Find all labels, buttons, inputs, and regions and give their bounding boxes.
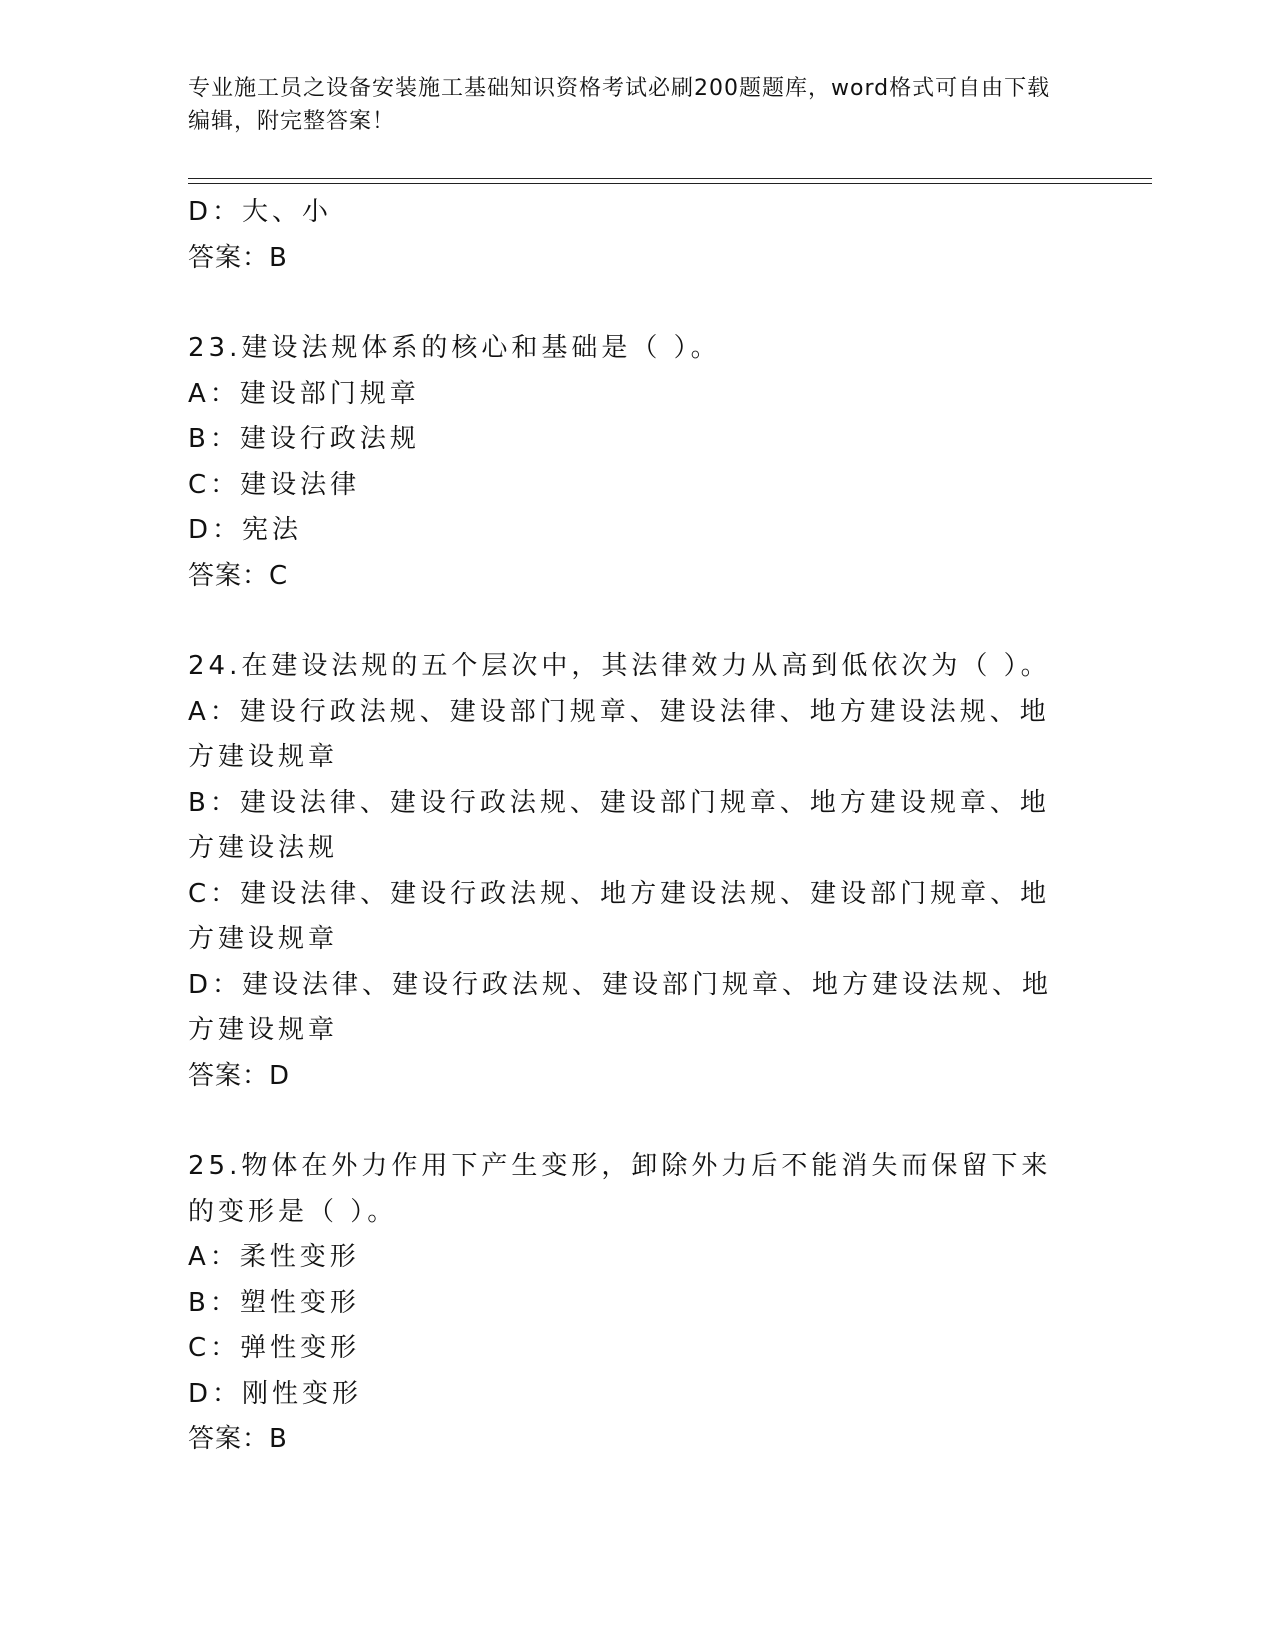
question-stem: 25.物体在外力作用下产生变形，卸除外力后不能消失而保留下来的变形是（ ）。 (188, 1151, 1052, 1227)
option-d: D：建设法律、建设行政法规、建设部门规章、地方建设法规、地方建设规章 (188, 969, 1053, 1045)
spacer (188, 599, 1088, 644)
answer: 答案：D (188, 1060, 291, 1091)
prev-answer: 答案：B (188, 242, 288, 273)
option-b: B：塑性变形 (188, 1287, 360, 1318)
option-d: D：宪法 (188, 515, 303, 545)
header-rule-bottom (188, 183, 1152, 184)
answer: 答案：C (188, 560, 289, 591)
option-c: C：弹性变形 (188, 1333, 361, 1363)
header-rule-top (188, 178, 1152, 179)
prev-option-d: D：大、小 (188, 197, 333, 227)
option-a: A：建设行政法规、建设部门规章、建设法律、地方建设法规、地方建设规章 (188, 696, 1050, 772)
question-stem: 23.建设法规体系的核心和基础是（ ）。 (188, 333, 721, 363)
question-stem: 24.在建设法规的五个层次中，其法律效力从高到低依次为（ ）。 (188, 651, 1051, 681)
question-content (188, 190, 1088, 1463)
option-c: C：建设法律 (188, 469, 361, 500)
document-header: 专业施工员之设备安装施工基础知识资格考试必刷200题题库，word格式可自由下载编辑，附完整答案！ (188, 76, 1051, 134)
question-24 (188, 644, 1088, 1099)
option-b: B：建设法律、建设行政法规、建设部门规章、地方建设规章、地方建设法规 (188, 787, 1050, 863)
option-a: A：建设部门规章 (188, 378, 420, 409)
spacer (188, 1099, 1088, 1144)
question-23 (188, 326, 1088, 599)
option-a: A：柔性变形 (188, 1242, 360, 1272)
spacer (188, 281, 1088, 326)
question-25 (188, 1144, 1088, 1463)
option-d: D：刚性变形 (188, 1378, 363, 1409)
answer: 答案：B (188, 1424, 288, 1454)
option-c: C：建设法律、建设行政法规、地方建设法规、建设部门规章、地方建设规章 (188, 878, 1051, 954)
option-b: B：建设行政法规 (188, 424, 420, 454)
